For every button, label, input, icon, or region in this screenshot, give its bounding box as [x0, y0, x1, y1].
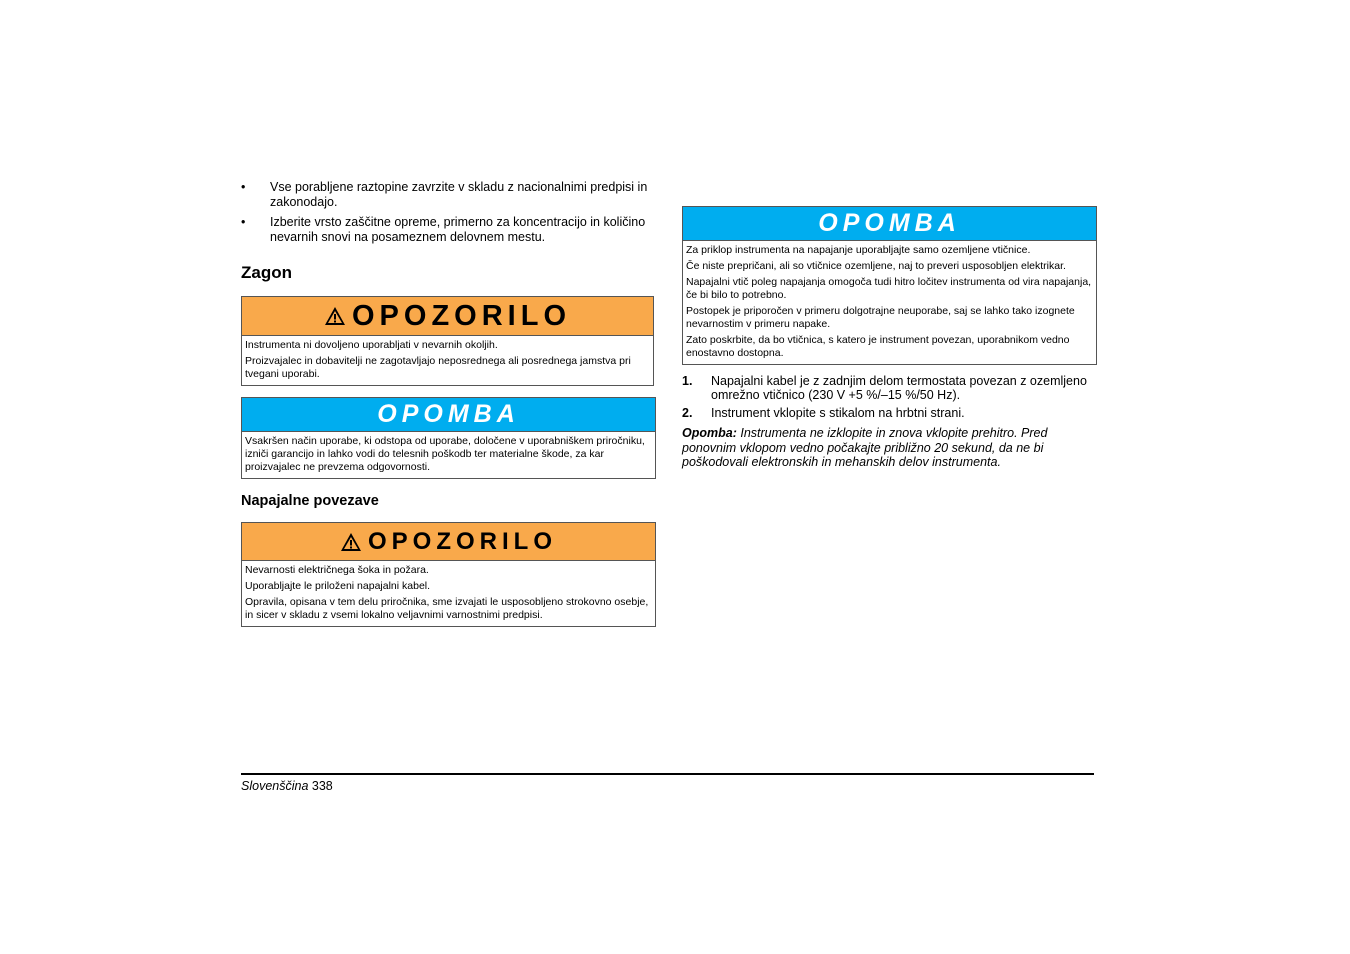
warning-text: Opravila, opisana v tem delu priročnika, sme izvajati le usposobljeno strokovno osebje, in sicer v skladu z vsemi lokalno veljavnimi varnostnimi predpisi.	[245, 596, 649, 621]
note-text: Napajalni vtič poleg napajanja omogoča tudi hitro ločitev instrumenta od vira napajanja, če bi bilo to potrebno.	[686, 276, 1092, 301]
footer-divider	[241, 773, 1094, 775]
note-text: Postopek je priporočen v primeru dolgotrajne neuporabe, saj se lahko tako izognete nevarnostim v primeru napake.	[686, 305, 1075, 330]
list-item	[682, 375, 1097, 402]
note-paragraph	[682, 426, 1082, 470]
note-paragraph-text: Instrumenta ne izklopite in znova vklopite prehitro. Pred ponovnim vklopom vedno počakajte približno 20 sekund, da ne bi poškodovali elektronskih in mehanskih delov instrumenta.	[682, 426, 1048, 469]
step-number: 2.	[682, 406, 693, 420]
warning-body	[242, 336, 653, 385]
list-item	[682, 407, 1097, 421]
step-number: 1.	[682, 374, 693, 388]
note-box	[241, 397, 656, 479]
warning-text: Uporabljajte le priloženi napajalni kabel.	[245, 580, 431, 592]
warning-header	[242, 297, 653, 336]
page-footer	[241, 779, 333, 793]
step-text: Napajalni kabel je z zadnjim delom termostata povezan z ozemljeno omrežno vtičnico (230 V +5 %/–15 %/50 Hz).	[711, 374, 1087, 402]
warning-box	[241, 522, 656, 627]
note-body	[242, 432, 655, 478]
bullet-text: Izberite vrsto zaščitne opreme, primerno za koncentracijo in količino nevarnih snovi na posameznem delovnem mestu.	[270, 215, 646, 244]
list-item	[241, 215, 653, 245]
note-text: Vsakršen način uporabe, ki odstopa od uporabe, določene v uporabniškem priročniku, izniči garancijo in lahko vodi do telesnih poškodb ter materialne škode, za kar proizvajalec ne prevzema odgovornosti.	[245, 435, 645, 473]
bullet-text: Vse porabljene raztopine zavrzite v skladu z nacionalnimi predpisi in zakonodajo.	[270, 180, 648, 209]
note-title: OPOMBA	[818, 209, 961, 237]
note-title: OPOMBA	[377, 400, 520, 428]
warning-triangle-icon	[340, 532, 362, 552]
page-number: 338	[311, 779, 333, 793]
bullet-symbol: •	[241, 180, 246, 194]
warning-title: OPOZORILO	[368, 527, 557, 555]
note-body	[683, 241, 1096, 364]
step-list	[682, 375, 1097, 426]
footer-language: Slovenščina	[241, 779, 309, 793]
list-item	[241, 180, 653, 210]
section-title: Zagon	[241, 263, 292, 282]
step-text: Instrument vklopite s stikalom na hrbtni strani.	[711, 406, 965, 420]
warning-text: Instrumenta ni dovoljeno uporabljati v nevarnih okoljih.	[245, 339, 498, 351]
bullet-list	[241, 180, 653, 250]
warning-title: OPOZORILO	[352, 299, 571, 332]
warning-text: Nevarnosti električnega šoka in požara.	[245, 564, 429, 576]
note-header	[242, 398, 655, 432]
subsection-title: Napajalne povezave	[241, 493, 379, 509]
note-label: Opomba:	[682, 426, 737, 440]
warning-triangle-icon	[324, 306, 346, 326]
warning-box	[241, 296, 654, 386]
warning-body	[242, 561, 655, 626]
note-text: Če niste prepričani, ali so vtičnice ozemljene, naj to preveri usposobljen elektrikar.	[686, 260, 1066, 272]
warning-header	[242, 523, 655, 561]
note-box	[682, 206, 1097, 365]
note-text: Za priklop instrumenta na napajanje uporabljajte samo ozemljene vtičnice.	[686, 244, 1031, 256]
bullet-symbol: •	[241, 215, 246, 229]
note-text: Zato poskrbite, da bo vtičnica, s katero je instrument povezan, uporabnikom vedno enostavno dostopna.	[686, 334, 1070, 359]
note-header	[683, 207, 1096, 241]
warning-text: Proizvajalec in dobavitelji ne zagotavljajo neposrednega ali posrednega jamstva pri tvegani uporabi.	[245, 355, 631, 380]
